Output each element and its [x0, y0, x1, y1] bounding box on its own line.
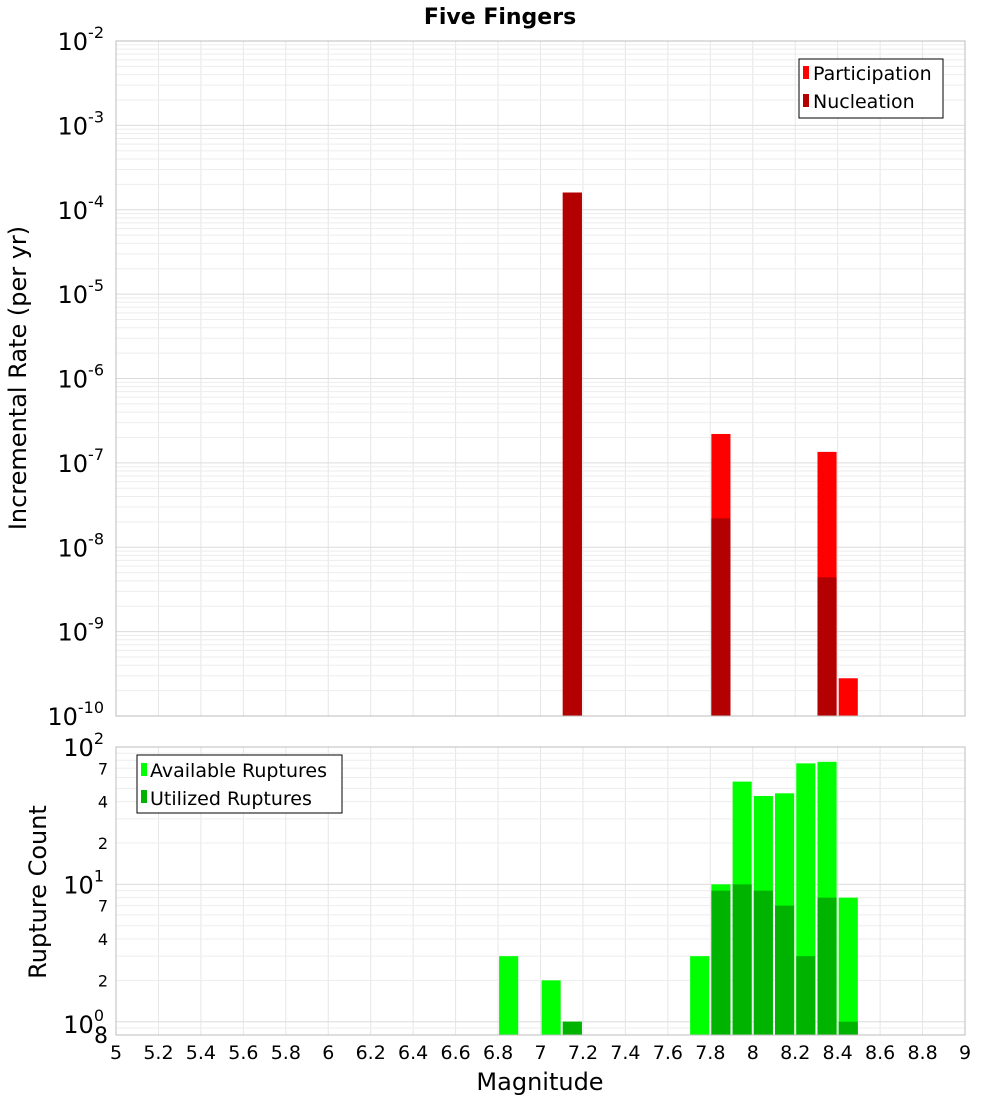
bottom-y-minor-tick-label: 8 — [94, 1024, 108, 1049]
bottom-bar-utilized-ruptures — [796, 956, 815, 1035]
bottom-y-minor-tick-label: 4 — [97, 930, 108, 949]
bottom-y-major-tick-label: $10^0$ — [63, 1006, 104, 1039]
legend-label-available-ruptures: Available Ruptures — [150, 760, 327, 782]
legend-swatch-nucleation — [803, 94, 809, 107]
bottom-y-minor-tick-label: 7 — [97, 759, 108, 779]
bottom-y-major-tick-label: $10^2$ — [63, 729, 104, 762]
legend-label-utilized-ruptures: Utilized Ruptures — [150, 788, 312, 810]
top-bar-nucleation — [711, 518, 730, 716]
legend-swatch-participation — [803, 66, 809, 79]
top-y-tick-label: $10^{-5}$ — [57, 276, 104, 310]
bottom-y-minor-tick-label: 7 — [97, 896, 108, 916]
bottom-y-major-tick-label: $10^1$ — [63, 866, 104, 900]
x-tick-label: 5.4 — [185, 1042, 217, 1064]
bottom-bar-available-ruptures — [542, 980, 561, 1035]
bottom-legend — [137, 755, 342, 813]
bottom-bar-utilized-ruptures — [775, 906, 794, 1035]
x-tick-label: 7.6 — [652, 1042, 683, 1064]
x-tick-label: 6.6 — [440, 1042, 471, 1064]
x-tick-label: 5.8 — [270, 1042, 301, 1064]
bottom-bar-utilized-ruptures — [563, 1022, 582, 1035]
x-tick-label: 6 — [322, 1042, 335, 1064]
top-legend — [799, 59, 943, 118]
legend-swatch-utilized-ruptures — [141, 790, 147, 803]
x-tick-label: 5 — [109, 1042, 123, 1064]
x-axis-label: Magnitude — [476, 1068, 604, 1096]
x-tick-label: 7.4 — [610, 1042, 641, 1064]
x-tick-label: 7 — [534, 1042, 547, 1064]
top-y-tick-label: $10^{-6}$ — [57, 360, 104, 394]
x-tick-label: 8.4 — [822, 1042, 853, 1064]
top-y-tick-label: $10^{-7}$ — [57, 444, 104, 478]
chart-title: Five Fingers — [423, 5, 577, 30]
x-tick-label: 8.6 — [864, 1042, 896, 1064]
bottom-bar-available-ruptures — [839, 898, 858, 1035]
x-tick-label: 6.8 — [482, 1042, 514, 1064]
x-tick-label: 6.4 — [398, 1042, 429, 1064]
bottom-bar-utilized-ruptures — [817, 898, 836, 1035]
top-y-tick-label: $10^{-3}$ — [57, 107, 104, 141]
top-y-tick-label: $10^{-10}$ — [47, 698, 104, 731]
bars-layer — [499, 193, 858, 1035]
bottom-bar-utilized-ruptures — [733, 884, 752, 1035]
bottom-bar-utilized-ruptures — [754, 891, 773, 1035]
x-tick-label: 9 — [958, 1042, 972, 1064]
x-tick-label: 7.2 — [567, 1042, 599, 1064]
bottom-y-axis-label: Rupture Count — [24, 805, 52, 979]
x-tick-label: 8.8 — [907, 1042, 938, 1064]
bottom-bar-utilized-ruptures — [839, 1022, 858, 1035]
bottom-y-minor-tick-label: 4 — [97, 792, 108, 812]
legend-label-nucleation: Nucleation — [813, 91, 915, 113]
x-tick-label: 8 — [746, 1042, 759, 1064]
top-y-tick-label: $10^{-9}$ — [57, 613, 104, 647]
x-tick-label: 7.8 — [695, 1042, 726, 1064]
bottom-y-minor-tick-label: 2 — [97, 834, 108, 853]
legend-label-participation: Participation — [813, 63, 932, 85]
bottom-bar-available-ruptures — [499, 956, 518, 1035]
top-bar-nucleation — [563, 193, 582, 716]
top-y-axis-label: Incremental Rate (per yr) — [4, 225, 32, 531]
top-y-tick-label: $10^{-2}$ — [57, 23, 104, 56]
bottom-bar-utilized-ruptures — [711, 891, 730, 1035]
x-tick-label: 5.2 — [143, 1042, 174, 1064]
top-bar-participation — [839, 678, 858, 716]
x-tick-label: 6.2 — [355, 1042, 386, 1064]
bottom-bar-available-ruptures — [690, 956, 709, 1035]
legend-swatch-available-ruptures — [141, 763, 147, 776]
bottom-y-minor-tick-label: 2 — [97, 971, 108, 991]
grid-layer — [116, 41, 965, 1035]
x-tick-label: 5.6 — [228, 1042, 259, 1064]
top-y-tick-label: $10^{-4}$ — [57, 191, 104, 225]
top-y-tick-label: $10^{-8}$ — [57, 529, 104, 563]
top-bar-nucleation — [817, 577, 836, 716]
x-tick-label: 8.2 — [780, 1042, 811, 1064]
